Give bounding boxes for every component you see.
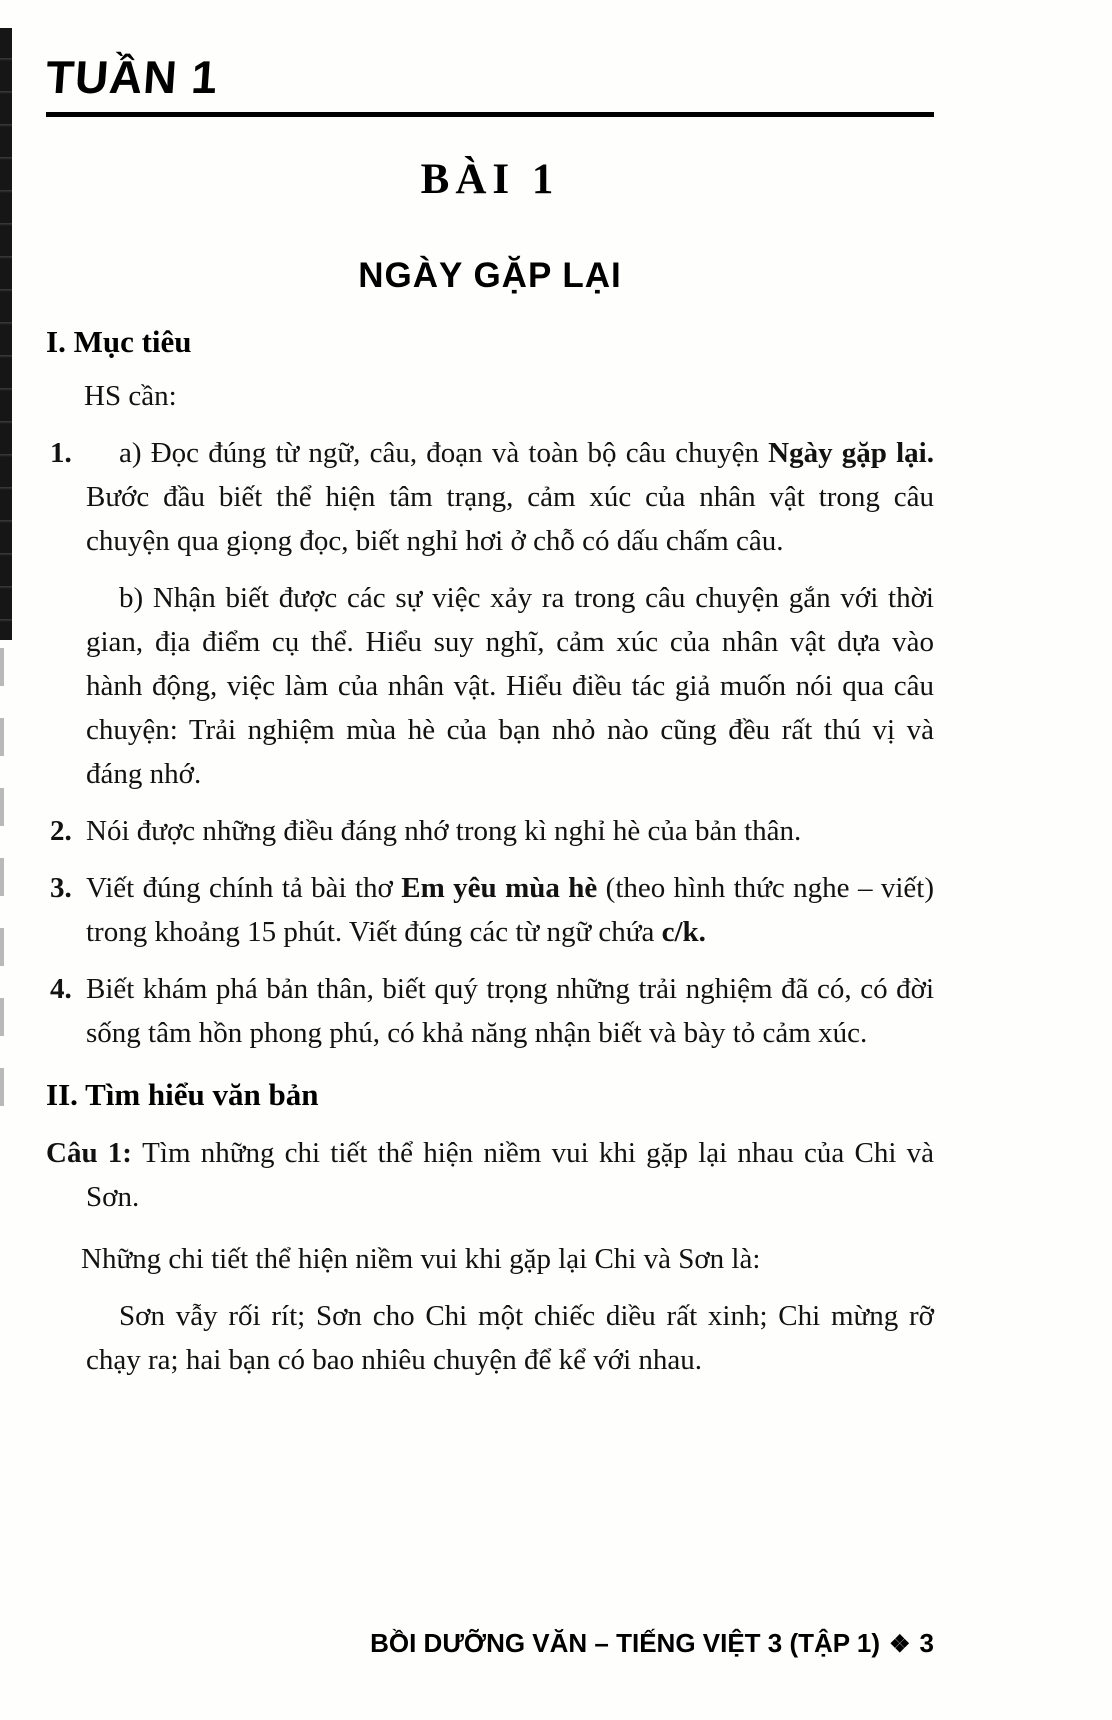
item-3-text: Viết đúng chính tả bài thơ Em yêu mùa hè (theo hình thức nghe – viết) trong khoảng 15 phút. Viết đúng các từ ngữ chứa c/k. — [86, 872, 934, 948]
page-content — [46, 0, 934, 1382]
diamond-icon: ❖ — [889, 1631, 911, 1658]
question-1 — [46, 1131, 934, 1219]
item-2-text: Nói được những điều đáng nhớ trong kì nghỉ hè của bản thân. — [86, 815, 802, 847]
objective-item-2 — [46, 809, 934, 853]
scan-edge-artifact-faint — [0, 648, 4, 1118]
scan-edge-artifact — [0, 28, 12, 640]
objective-item-3 — [46, 866, 934, 954]
question-1-text: Câu 1: Tìm những chi tiết thể hiện niềm vui khi gặp lại nhau của Chi và Sơn. — [46, 1137, 934, 1213]
objective-item-1b — [46, 576, 934, 796]
answer-body: Sơn vẫy rối rít; Sơn cho Chi một chiếc diều rất xinh; Chi mừng rỡ chạy ra; hai bạn có bao nhiêu chuyện để kể với nhau. — [86, 1300, 934, 1376]
lesson-title: BÀI 1 — [420, 156, 560, 203]
footer-page-number: 3 — [919, 1628, 934, 1658]
item-number-4: 4. — [50, 973, 72, 1005]
item-number-2: 2. — [50, 815, 72, 847]
story-title: NGÀY GẶP LẠI — [358, 256, 622, 295]
item-number-1: 1. — [50, 437, 72, 469]
item-1a-text: a) Đọc đúng từ ngữ, câu, đoạn và toàn bộ câu chuyện Ngày gặp lại. Bước đầu biết thể hiện tâm trạng, cảm xúc của nhân vật trong câu chuyện qua giọng đọc, biết nghỉ hơi ở chỗ có dấu chấm câu. — [86, 437, 934, 557]
item-4-text: Biết khám phá bản thân, biết quý trọng những trải nghiệm đã có, có đời sống tâm hồn phong phú, có khả năng nhận biết và bày tỏ cảm xúc. — [86, 973, 934, 1049]
item-number-3: 3. — [50, 872, 72, 904]
answer-intro: Những chi tiết thể hiện niềm vui khi gặp lại Chi và Sơn là: — [81, 1243, 761, 1275]
page-footer — [46, 1628, 934, 1659]
footer-book-title: BỒI DƯỠNG VĂN – TIẾNG VIỆT 3 (TẬP 1) — [370, 1628, 881, 1658]
objectives-intro: HS cần: — [84, 380, 177, 412]
objective-item-4 — [46, 967, 934, 1055]
section-1-heading: I. Mục tiêu — [46, 324, 192, 359]
item-1b-text: b) Nhận biết được các sự việc xảy ra trong câu chuyện gắn với thời gian, địa điểm cụ thể. Hiểu suy nghĩ, cảm xúc của nhân vật dựa vào hành động, việc làm của nhân vật. Hiểu điều tác giả muốn nói qua câu chuyện: Trải nghiệm mùa hè của bạn nhỏ nào cũng đều rất thú vị và đáng nhớ. — [86, 582, 934, 790]
header-rule — [46, 112, 934, 117]
objective-item-1a — [46, 431, 934, 563]
week-label: TUẦN 1 — [44, 51, 220, 103]
section-2-heading: II. Tìm hiểu văn bản — [46, 1077, 319, 1112]
week-header — [46, 50, 934, 117]
